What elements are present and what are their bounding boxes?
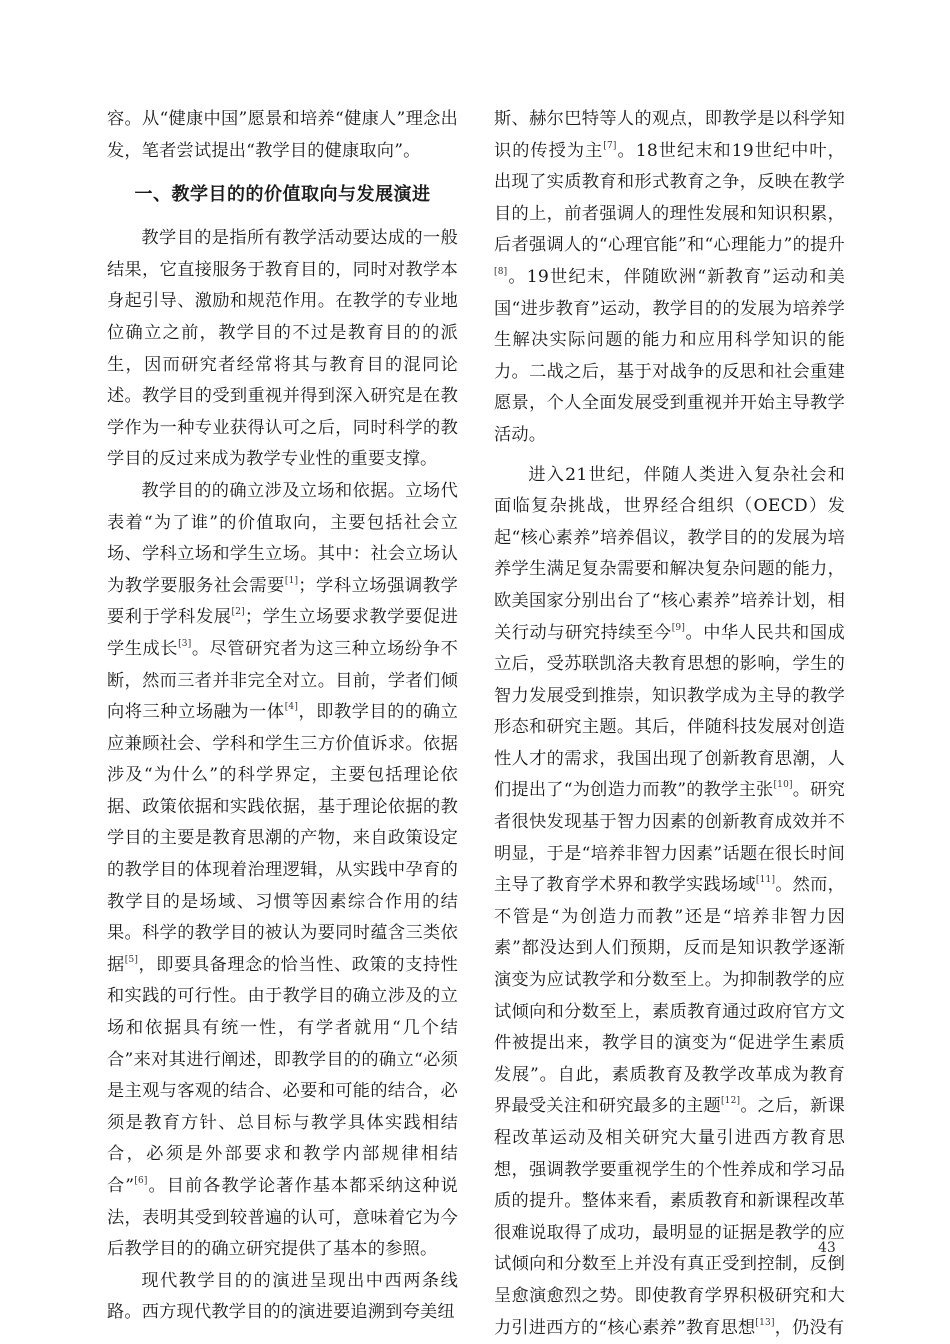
citation-ref[interactable]: [5] <box>124 954 139 965</box>
paragraph <box>107 1266 458 1329</box>
paragraph-text: 。研究者很快发现基于智力因素的创新教育成效并不明显，于是“培养非智力因素”话题在很长时间主导了教育学术界和教学实践场域 <box>494 780 845 896</box>
citation-ref[interactable]: [8] <box>494 266 508 277</box>
paragraph-text: 进入21世纪，伴随人类进入复杂社会和面临复杂挑战，世界经合组织（OECD）发起“核心素养”培养倡议，教学目的的发展为培养学生满足复杂需要和解决复杂问题的能力，欧美国家分别出台了“核心素养”培养计划，相关行动与研究持续至今 <box>494 464 845 643</box>
paragraph-text: 现代教学目的的演进呈现出中西两条线路。西方现代教学目的的演进要追溯到夸美纽 <box>107 1270 458 1323</box>
citation-ref[interactable]: [3] <box>178 638 192 649</box>
paragraph-text: ，即教学目的的确立应兼顾社会、学科和学生三方价值诉求。依据涉及“为什么”的科学界定，主要包括理论依据、政策依据和实践依据，基于理论依据的教学目的主要是教育思潮的产物，来自政策设定的教学目的体现着治理逻辑，从实践中孕育的教学目的是场域、习惯等因素综合作用的结果。科学的教学目的被认为要同时蕴含三类依据 <box>107 702 458 975</box>
paragraph-text: 。然而，不管是“为创造力而教”还是“培养非智力因素”都没达到人们预期，反而是知识教学逐渐演变为应试教学和分数至上。为抑制教学的应试倾向和分数至上，素质教育通过政府官方文件被提出来，教学目的演变为“促进学生素质发展”。自此，素质教育及教学改革成为教育界最受关注和研究最多的主题 <box>494 875 845 1117</box>
paragraph-text: 容。从“健康中国”愿景和培养“健康人”理念出发，笔者尝试提出“教学目的健康取向”。 <box>107 109 458 161</box>
paragraph-text: ；学生立场要求教学要促进学生成长 <box>107 607 458 659</box>
citation-ref[interactable]: [4] <box>284 702 299 713</box>
paragraph-text: 。19世纪末，伴随欧洲“新教育”运动和美国“进步教育”运动，教学目的的发展为培养学生解决实际问题的能力和应用科学知识的能力。二战之后，基于对战争的反思和社会重建愿景，个人全面发展受到重视并开始主导教学活动。 <box>494 266 845 445</box>
paragraph-text: ，即要具备理念的恰当性、政策的支持性和实践的可行性。由于教学目的确立涉及的立场和依据具有统一性，有学者就用“几个结合”来对其进行阐述，即教学目的的确立“必须是主观与客观的结合、必要和可能的结合，必须是教育方针、总目标与教学具体实践相结合，必须是外部要求和教学内部规律相结合” <box>107 954 459 1196</box>
paragraph-text: 。之后，新课程改革运动及相关研究大量引进西方教育思想，强调教学要重视学生的个性养成和学习品质的提升。整体来看，素质教育和新课程改革很难说取得了成功，最明显的证据是教学的应试倾向和分数至上并没有真正受到控制，反倒呈愈演愈烈之势。即使教育学界积极研究和大力引进西方的“核心素养”教育思想 <box>494 1096 846 1338</box>
page-number: 43 <box>818 1240 836 1256</box>
continued-paragraph <box>107 104 458 167</box>
citation-ref[interactable]: [2] <box>231 607 245 618</box>
paragraph-text: ；学科立场强调教学要利于学科发展 <box>107 575 458 628</box>
citation-ref[interactable]: [9] <box>671 622 686 633</box>
citation-ref[interactable]: [6] <box>134 1176 148 1186</box>
paragraph-text: 教学目的是指所有教学活动要达成的一般结果，它直接服务于教育目的，同时对教学本身起引导、激励和规范作用。在教学的专业地位确立之前，教学目的不过是教育目的的派生，因而研究者经常将其与教育目的混同论述。教学目的受到重视并得到深入研究是在教学作为一种专业获得认可之后，同时科学的教学目的反过来成为教学专业性的重要支撑。 <box>107 228 458 470</box>
citation-ref[interactable]: [13] <box>755 1317 775 1328</box>
citation-ref[interactable]: [12] <box>720 1096 741 1107</box>
paragraph-text: 。18世纪末和19世纪中叶，出现了实质教育和形式教育之争，反映在教学目的上，前者强调人的理性发展和知识积累，后者强调人的“心理官能”和“心理能力”的提升 <box>494 140 846 256</box>
citation-ref[interactable]: [11] <box>755 875 776 886</box>
paragraph <box>107 476 458 1266</box>
right-column <box>494 104 845 1344</box>
paragraph-text: 。尽管研究者为这三种立场纷争不断，然而三者并非完全对立。目前，学者们倾向将三种立场融为一体 <box>107 638 458 723</box>
left-column <box>107 104 458 1329</box>
paragraph-text: 斯、赫尔巴特等人的观点，即教学是以科学知识的传授为主 <box>494 109 845 161</box>
citation-ref[interactable]: [10] <box>773 780 793 791</box>
section-heading: 一、教学目的的价值取向与发展演进 <box>134 184 431 206</box>
paragraph-text: 。中华人民共和国成立后，受苏联凯洛夫教育思想的影响，学生的智力发展受到推崇，知识教学成为主导的教学形态和研究主题。其后，伴随科技发展对创造性人才的需求，我国出现了创新教育思潮，人们提出了“为创造力而教”的教学主张 <box>494 622 845 801</box>
continued-paragraph <box>494 104 845 452</box>
paragraph-text: 教学目的的确立涉及立场和依据。立场代表着“为了谁”的价值取向，主要包括社会立场、学科立场和学生立场。其中：社会立场认为教学要服务社会需要 <box>107 480 458 596</box>
paragraph <box>494 460 845 1344</box>
citation-ref[interactable]: [1] <box>284 575 299 586</box>
paragraph-text: 。目前各教学论著作基本都采纳这种说法，表明其受到较普遍的认可，意味着它为今后教学目的的确立研究提供了基本的参照。 <box>107 1176 458 1260</box>
paragraph-text: ，仍没有 <box>774 1317 845 1338</box>
citation-ref[interactable]: [7] <box>603 140 617 151</box>
paragraph <box>107 223 458 476</box>
